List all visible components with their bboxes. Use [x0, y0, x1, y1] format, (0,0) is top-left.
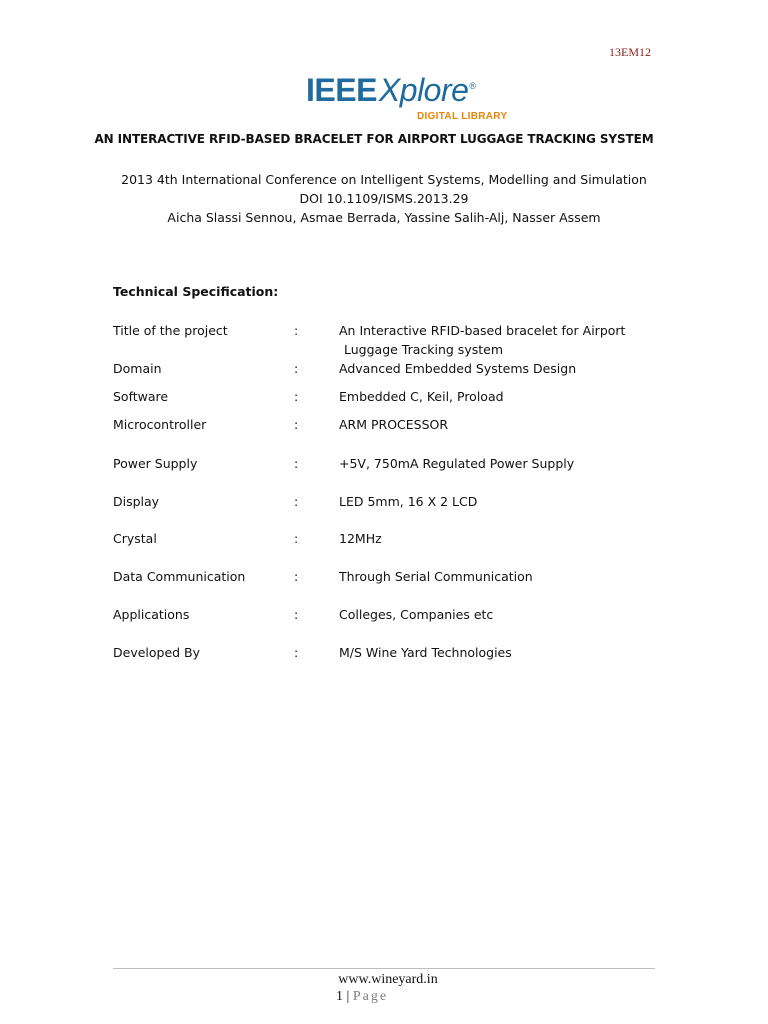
spec-value: Colleges, Companies etc: [339, 607, 494, 622]
spec-value: Advanced Embedded Systems Design: [339, 361, 577, 376]
footer-divider: [113, 968, 655, 969]
spec-value: [339, 321, 659, 359]
spec-label: Software: [113, 389, 169, 404]
spec-label: Title of the project: [113, 323, 228, 338]
doi: DOI 10.1109/ISMS.2013.29: [299, 191, 469, 206]
logo-ieee-text: IEEE: [306, 72, 377, 108]
spec-label: Applications: [113, 607, 190, 622]
ieee-xplore-logo: [306, 74, 536, 126]
page-separator: |: [346, 989, 350, 1004]
spec-heading: Technical Specification:: [113, 284, 279, 299]
conference-name: 2013 4th International Conference on Intelligent Systems, Modelling and Simulation: [121, 172, 647, 187]
logo-xplore-text: Xplore: [378, 72, 469, 108]
footer-page-number: [336, 989, 388, 1005]
spec-colon: :: [294, 323, 299, 338]
footer-url: www.wineyard.in: [338, 972, 438, 987]
spec-colon: :: [294, 645, 299, 660]
logo-wordmark: [306, 74, 476, 106]
spec-value-line2: Luggage Tracking system: [344, 342, 503, 357]
page-word: Page: [352, 989, 389, 1004]
spec-label: Display: [113, 494, 160, 509]
spec-label: Developed By: [113, 645, 201, 660]
spec-label: Crystal: [113, 531, 157, 546]
spec-label: Microcontroller: [113, 417, 207, 432]
spec-label: Domain: [113, 361, 162, 376]
spec-label: Power Supply: [113, 456, 198, 471]
spec-value: Through Serial Communication: [339, 569, 533, 584]
authors: Aicha Slassi Sennou, Asmae Berrada, Yassine Salih-Alj, Nasser Assem: [167, 210, 601, 225]
spec-label: Data Communication: [113, 569, 246, 584]
spec-colon: :: [294, 531, 299, 546]
project-title: AN INTERACTIVE RFID-BASED BRACELET FOR AIRPORT LUGGAGE TRACKING SYSTEM: [94, 132, 654, 146]
spec-colon: :: [294, 417, 299, 432]
spec-value-line1: An Interactive RFID-based bracelet for Airport: [339, 323, 626, 338]
spec-value: ARM PROCESSOR: [339, 417, 449, 432]
spec-colon: :: [294, 569, 299, 584]
spec-colon: :: [294, 389, 299, 404]
spec-value: M/S Wine Yard Technologies: [339, 645, 512, 660]
document-code: 13EM12: [609, 45, 651, 59]
spec-colon: :: [294, 607, 299, 622]
spec-value: 12MHz: [339, 531, 382, 546]
spec-colon: :: [294, 494, 299, 509]
spec-value: LED 5mm, 16 X 2 LCD: [339, 494, 478, 509]
paper-metadata: [0, 170, 768, 227]
logo-tagline: DIGITAL LIBRARY: [417, 111, 508, 122]
spec-colon: :: [294, 361, 299, 376]
spec-value: Embedded C, Keil, Proload: [339, 389, 504, 404]
registered-mark: ®: [469, 81, 477, 91]
page-number: 1: [336, 989, 343, 1004]
spec-colon: :: [294, 456, 299, 471]
spec-value: +5V, 750mA Regulated Power Supply: [339, 456, 575, 471]
